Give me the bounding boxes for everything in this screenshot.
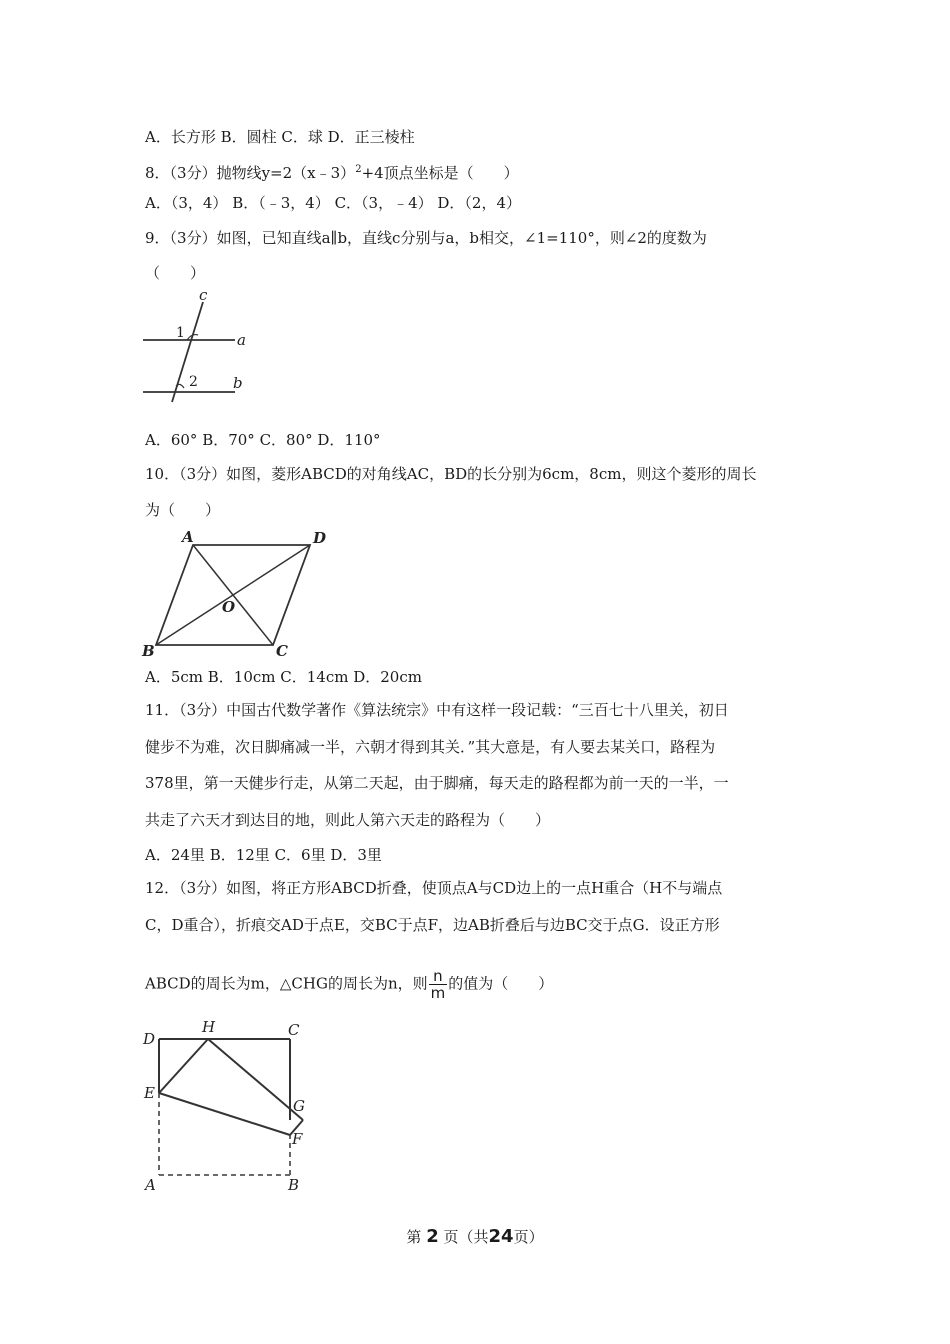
label-F: F [292, 1130, 303, 1148]
page-footer [0, 1226, 950, 1247]
label-E: E [144, 1084, 155, 1102]
q9-stem-1: 9．（3分）如图，已知直线a∥b，直线c分别与a，b相交，∠1=110°，则∠2的度数为 [145, 229, 707, 247]
footer-pre: 第 [406, 1228, 422, 1246]
q7-options: A．长方形 B．圆柱 C．球 D．正三棱柱 [145, 128, 415, 146]
label-A: A [145, 1176, 156, 1194]
label-c: c [199, 288, 208, 304]
q11-stem-1: 11．（3分）中国古代数学著作《算法统宗》中有这样一段记载：“三百七十八里关，初日 [145, 701, 729, 719]
line-eh [159, 1039, 208, 1093]
q12-stem-3a: ABCD的周长为m，△CHG的周长为n，则 [145, 974, 428, 993]
label-b: b [233, 374, 243, 392]
q12-stem-3b: 的值为（ ） [448, 974, 554, 993]
q11-options: A．24里 B．12里 C．6里 D．3里 [145, 846, 382, 864]
q11-stem-2: 健步不为难，次日脚痛减一半，六朝才得到其关．”其大意是，有人要去某关口，路程为 [145, 738, 716, 756]
label-1: 1 [176, 325, 185, 341]
q10-options: A．5cm B．10cm C．14cm D．20cm [145, 668, 422, 686]
label-2: 2 [189, 374, 198, 390]
q12-stem-2: C，D重合），折痕交AD于点E，交BC于点F，边AB折叠后与边BC交于点G．设正方形 [145, 916, 720, 934]
label-C: C [276, 642, 288, 660]
q9-figure [140, 288, 260, 408]
label-a: a [237, 331, 246, 349]
label-D: D [313, 529, 327, 547]
q12-stem-1: 12．（3分）如图，将正方形ABCD折叠，使顶点A与CD边上的一点H重合（H不与端点 [145, 879, 723, 897]
q12-figure [140, 1015, 320, 1195]
footer-total: 24 [488, 1226, 514, 1247]
q8-stem-sup: 2 [355, 164, 362, 175]
fraction-n-over-m [429, 968, 448, 1001]
line-c [172, 302, 203, 402]
q8-stem [145, 160, 519, 183]
q10-stem-1: 10．（3分）如图，菱形ABCD的对角线AC，BD的长分别为6cm，8cm，则这个菱形的周长 [145, 465, 757, 483]
frac-num: n [429, 968, 448, 985]
q11-stem-4: 共走了六天才到达目的地，则此人第六天走的路程为（ ） [145, 811, 551, 829]
diagonal-bd [156, 545, 310, 645]
fold-ef [159, 1093, 290, 1135]
q9-options: A．60° B．70° C．80° D．110° [145, 431, 381, 449]
q8-options: A．（3，4） B．（﹣3，4） C．（3，﹣4） D．（2，4） [145, 194, 522, 212]
footer-page: 2 [426, 1226, 439, 1247]
frac-den: m [430, 984, 446, 1002]
label-B: B [288, 1176, 300, 1194]
q11-stem-3: 378里，第一天健步行走，从第二天起，由于脚痛，每天走的路程都为前一天的一半，一 [145, 774, 729, 792]
footer-mid: 页（共 [443, 1228, 489, 1246]
label-A: A [182, 528, 194, 546]
q10-figure [138, 526, 338, 662]
q10-stem-2: 为（ ） [145, 501, 221, 519]
label-C: C [288, 1021, 300, 1039]
label-D: D [143, 1030, 156, 1048]
label-G: G [293, 1097, 305, 1115]
q12-stem-3 [145, 968, 553, 1001]
line-hg [208, 1039, 303, 1120]
footer-post: 页） [513, 1228, 544, 1246]
label-H: H [202, 1018, 216, 1036]
q8-stem-a: 8．（3分）抛物线y=2（x﹣3） [145, 164, 356, 182]
label-O: O [222, 598, 236, 616]
q8-stem-b: +4顶点坐标是（ ） [361, 164, 519, 182]
q9-stem-2: （ ） [145, 264, 206, 282]
label-B: B [142, 642, 155, 660]
